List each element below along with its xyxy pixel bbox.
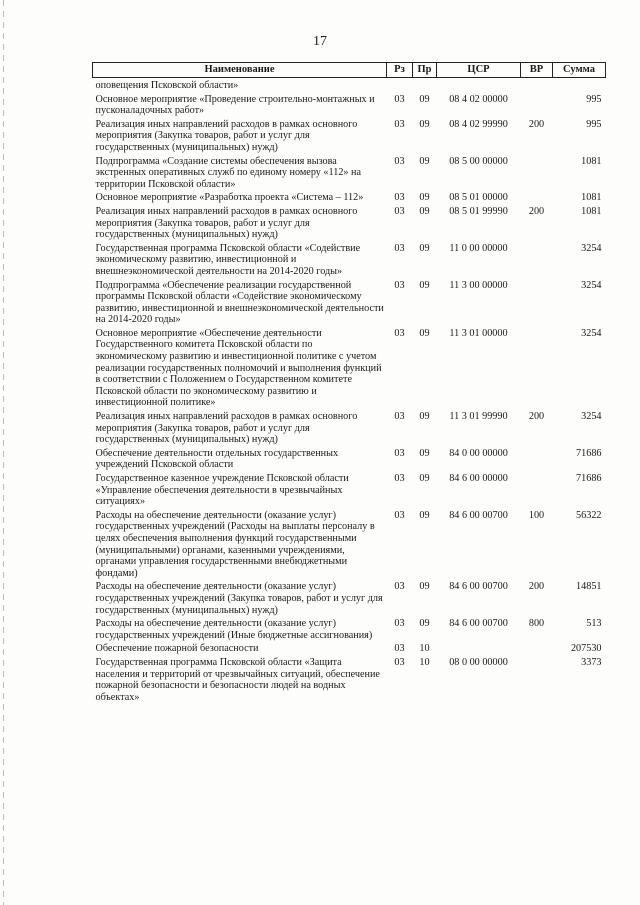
header-rz: Рз	[387, 63, 413, 78]
cell-sum: 14851	[576, 581, 602, 593]
cell-name: Расходы на обеспечение деятельности (оказание услуг) государственных учреждений (Иные бюджетные ассигнования)	[95, 618, 373, 641]
cell-csr: 11 3 01 00000	[449, 327, 508, 339]
table-row	[93, 92, 606, 117]
cell-name: Реализация иных направлений расходов в рамках основного мероприятия (Закупка товаров, работ и услуг для государственных (муниципальных) нужд)	[95, 205, 358, 241]
cell-name: Государственная программа Псковской области «Защита населения и территорий от чрезвычайных ситуаций, обеспечение пожарной безопасности и безопасности людей на водных объектах»	[95, 656, 380, 703]
cell-csr	[437, 641, 521, 655]
cell-vr: 100	[528, 509, 545, 521]
budget-table	[92, 62, 606, 703]
cell-rz: 03	[394, 656, 405, 668]
table-row	[93, 154, 606, 191]
cell-sum: 3254	[581, 279, 602, 291]
cell-sum: 513	[586, 618, 602, 630]
cell-name: Основное мероприятие «Проведение строительно-монтажных и пусконаладочных работ»	[95, 93, 375, 117]
table-row	[93, 409, 606, 446]
cell-rz: 03	[394, 192, 405, 204]
cell-vr	[521, 655, 553, 703]
header-name: Наименование	[93, 63, 387, 78]
cell-csr: 84 6 00 00700	[449, 509, 508, 521]
cell-rz: 03	[394, 473, 405, 484]
cell-rz: 03	[394, 327, 405, 339]
cell-csr: 11 3 01 99990	[449, 411, 508, 423]
table-row	[93, 655, 606, 703]
cell-vr: 200	[528, 411, 545, 423]
cell-pr: 09	[419, 242, 430, 254]
table-row	[93, 117, 606, 154]
cell-name: Подпрограмма «Обеспечение реализации государственной программы Псковской области «Содействие экономическому развитию, инвестиционной и внешнеэкономической деятельности на 2014-2020 годы»	[95, 279, 384, 326]
cell-vr	[521, 471, 553, 508]
cell-csr: 84 6 00 00700	[449, 618, 508, 630]
cell-csr: 08 4 02 99990	[449, 118, 508, 130]
cell-vr	[521, 78, 553, 92]
cell-name: Основное мероприятие «Обеспечение деятельности Государственного комитета Псковской области по экономическому развитию и инвестиционной политике с учетом реализации государственных полномочий и выполнения функций в соответствии с Положением о Государственном комитете Псковской области по экономическому развитию и инвестиционной политике»	[95, 327, 382, 409]
cell-vr	[521, 446, 553, 471]
cell-pr: 10	[419, 656, 430, 668]
cell-vr	[521, 278, 553, 326]
cell-vr	[521, 326, 553, 409]
table-row	[93, 278, 606, 326]
cell-vr	[521, 641, 553, 655]
cell-csr: 84 6 00 00000	[449, 473, 508, 484]
cell-sum: 1081	[581, 155, 602, 167]
cell-name: Подпрограмма «Создание системы обеспечения вызова экстренных оперативных служб по единому номеру «112» на территории Псковской области»	[95, 155, 362, 190]
cell-vr: 200	[528, 118, 545, 130]
cell-csr: 11 3 00 00000	[449, 279, 508, 291]
cell-pr: 10	[419, 643, 430, 655]
table-header-row	[93, 63, 606, 78]
cell-sum: 1081	[581, 205, 602, 217]
cell-pr: 09	[419, 93, 430, 105]
cell-csr: 08 5 01 00000	[449, 192, 508, 204]
cell-sum: 3254	[581, 411, 602, 423]
cell-csr: 08 5 01 99990	[449, 205, 508, 217]
cell-name: Реализация иных направлений расходов в рамках основного мероприятия (Закупка товаров, работ и услуг для государственных (муниципальных) нужд)	[95, 411, 358, 446]
table-row	[93, 190, 606, 204]
cell-rz: 03	[394, 279, 405, 291]
cell-pr: 09	[419, 509, 430, 521]
cell-pr: 09	[419, 118, 430, 130]
header-sum: Сумма	[553, 63, 606, 78]
table-row	[93, 579, 606, 616]
cell-name: Расходы на обеспечение деятельности (оказание услуг) государственных учреждений (Расходы на выплаты персоналу в целях обеспечения выполнения функций государственными (муниципальными) органами, казенными учреждениями, органами управления государственными внебюджетными фондами)	[95, 509, 375, 579]
table-row	[93, 204, 606, 241]
cell-pr: 09	[419, 447, 430, 459]
cell-vr: 200	[528, 205, 545, 217]
cell-pr: 09	[419, 581, 430, 593]
cell-sum: 207530	[570, 643, 602, 655]
cell-sum: 995	[586, 93, 602, 105]
cell-rz: 03	[394, 581, 405, 593]
cell-vr: 800	[528, 618, 545, 630]
table-body	[93, 78, 606, 704]
cell-sum: 56322	[576, 509, 602, 521]
cell-rz: 03	[394, 618, 405, 630]
cell-pr	[413, 78, 437, 92]
cell-name: Основное мероприятие «Разработка проекта «Система – 112»	[95, 192, 364, 204]
cell-sum: 3254	[581, 327, 602, 339]
cell-sum: 71686	[576, 473, 602, 484]
table-row	[93, 446, 606, 471]
cell-sum	[553, 78, 606, 92]
table-row	[93, 241, 606, 278]
cell-name: Обеспечение деятельности отдельных государственных учреждений Псковской области	[95, 447, 339, 471]
cell-pr: 09	[419, 618, 430, 630]
cell-csr: 08 4 02 00000	[449, 93, 508, 105]
cell-rz: 03	[394, 411, 405, 423]
cell-vr	[521, 241, 553, 278]
cell-sum: 3373	[581, 656, 602, 668]
cell-sum: 995	[586, 118, 602, 130]
header-vr: ВР	[521, 63, 553, 78]
table-row	[93, 508, 606, 580]
cell-pr: 09	[419, 192, 430, 204]
table-row	[93, 78, 606, 92]
table-row	[93, 641, 606, 655]
cell-rz	[387, 78, 413, 92]
cell-name: Государственная программа Псковской области «Содействие экономическому развитию, инвестиционной и внешнеэкономической деятельности на 2014-2020 годы»	[95, 242, 361, 277]
cell-name: оповещения Псковской области»	[95, 80, 239, 91]
cell-name: Обеспечение пожарной безопасности	[95, 643, 259, 655]
cell-vr	[521, 92, 553, 117]
cell-rz: 03	[394, 155, 405, 167]
cell-name: Реализация иных направлений расходов в рамках основного мероприятия (Закупка товаров, работ и услуг для государственных (муниципальных) нужд)	[95, 118, 358, 153]
cell-sum: 3254	[581, 242, 602, 254]
cell-sum: 1081	[581, 192, 602, 204]
cell-pr: 09	[419, 155, 430, 167]
cell-pr: 09	[419, 327, 430, 339]
cell-vr	[521, 190, 553, 204]
cell-csr: 08 5 00 00000	[449, 155, 508, 167]
cell-rz: 03	[394, 447, 405, 459]
cell-csr: 84 0 00 00000	[449, 447, 508, 459]
cell-rz: 03	[394, 118, 405, 130]
table-row	[93, 326, 606, 409]
cell-sum: 71686	[576, 447, 602, 459]
table-row	[93, 616, 606, 641]
cell-rz: 03	[394, 643, 405, 655]
cell-pr: 09	[419, 411, 430, 423]
cell-csr	[437, 78, 521, 92]
cell-pr: 09	[419, 279, 430, 291]
header-pr: Пр	[413, 63, 437, 78]
cell-csr: 08 0 00 00000	[449, 656, 508, 668]
cell-csr: 84 6 00 00700	[449, 581, 508, 593]
table-row	[93, 471, 606, 508]
cell-name: Расходы на обеспечение деятельности (оказание услуг) государственных учреждений (Закупка товаров, работ и услуг для государственных (муниципальных) нужд)	[95, 581, 383, 616]
cell-name: Государственное казенное учреждение Псковской области «Управление обеспечения деятельности в чрезвычайных ситуациях»	[95, 473, 349, 508]
cell-rz: 03	[394, 509, 405, 521]
cell-rz: 03	[394, 205, 405, 217]
header-csr: ЦСР	[437, 63, 521, 78]
cell-rz: 03	[394, 93, 405, 105]
cell-csr: 11 0 00 00000	[449, 242, 508, 254]
cell-rz: 03	[394, 242, 405, 254]
page-number: 17	[313, 34, 327, 49]
cell-pr: 09	[419, 205, 430, 217]
scan-edge	[3, 0, 4, 905]
cell-pr: 09	[419, 473, 430, 484]
cell-vr: 200	[528, 581, 545, 593]
cell-vr	[521, 154, 553, 191]
